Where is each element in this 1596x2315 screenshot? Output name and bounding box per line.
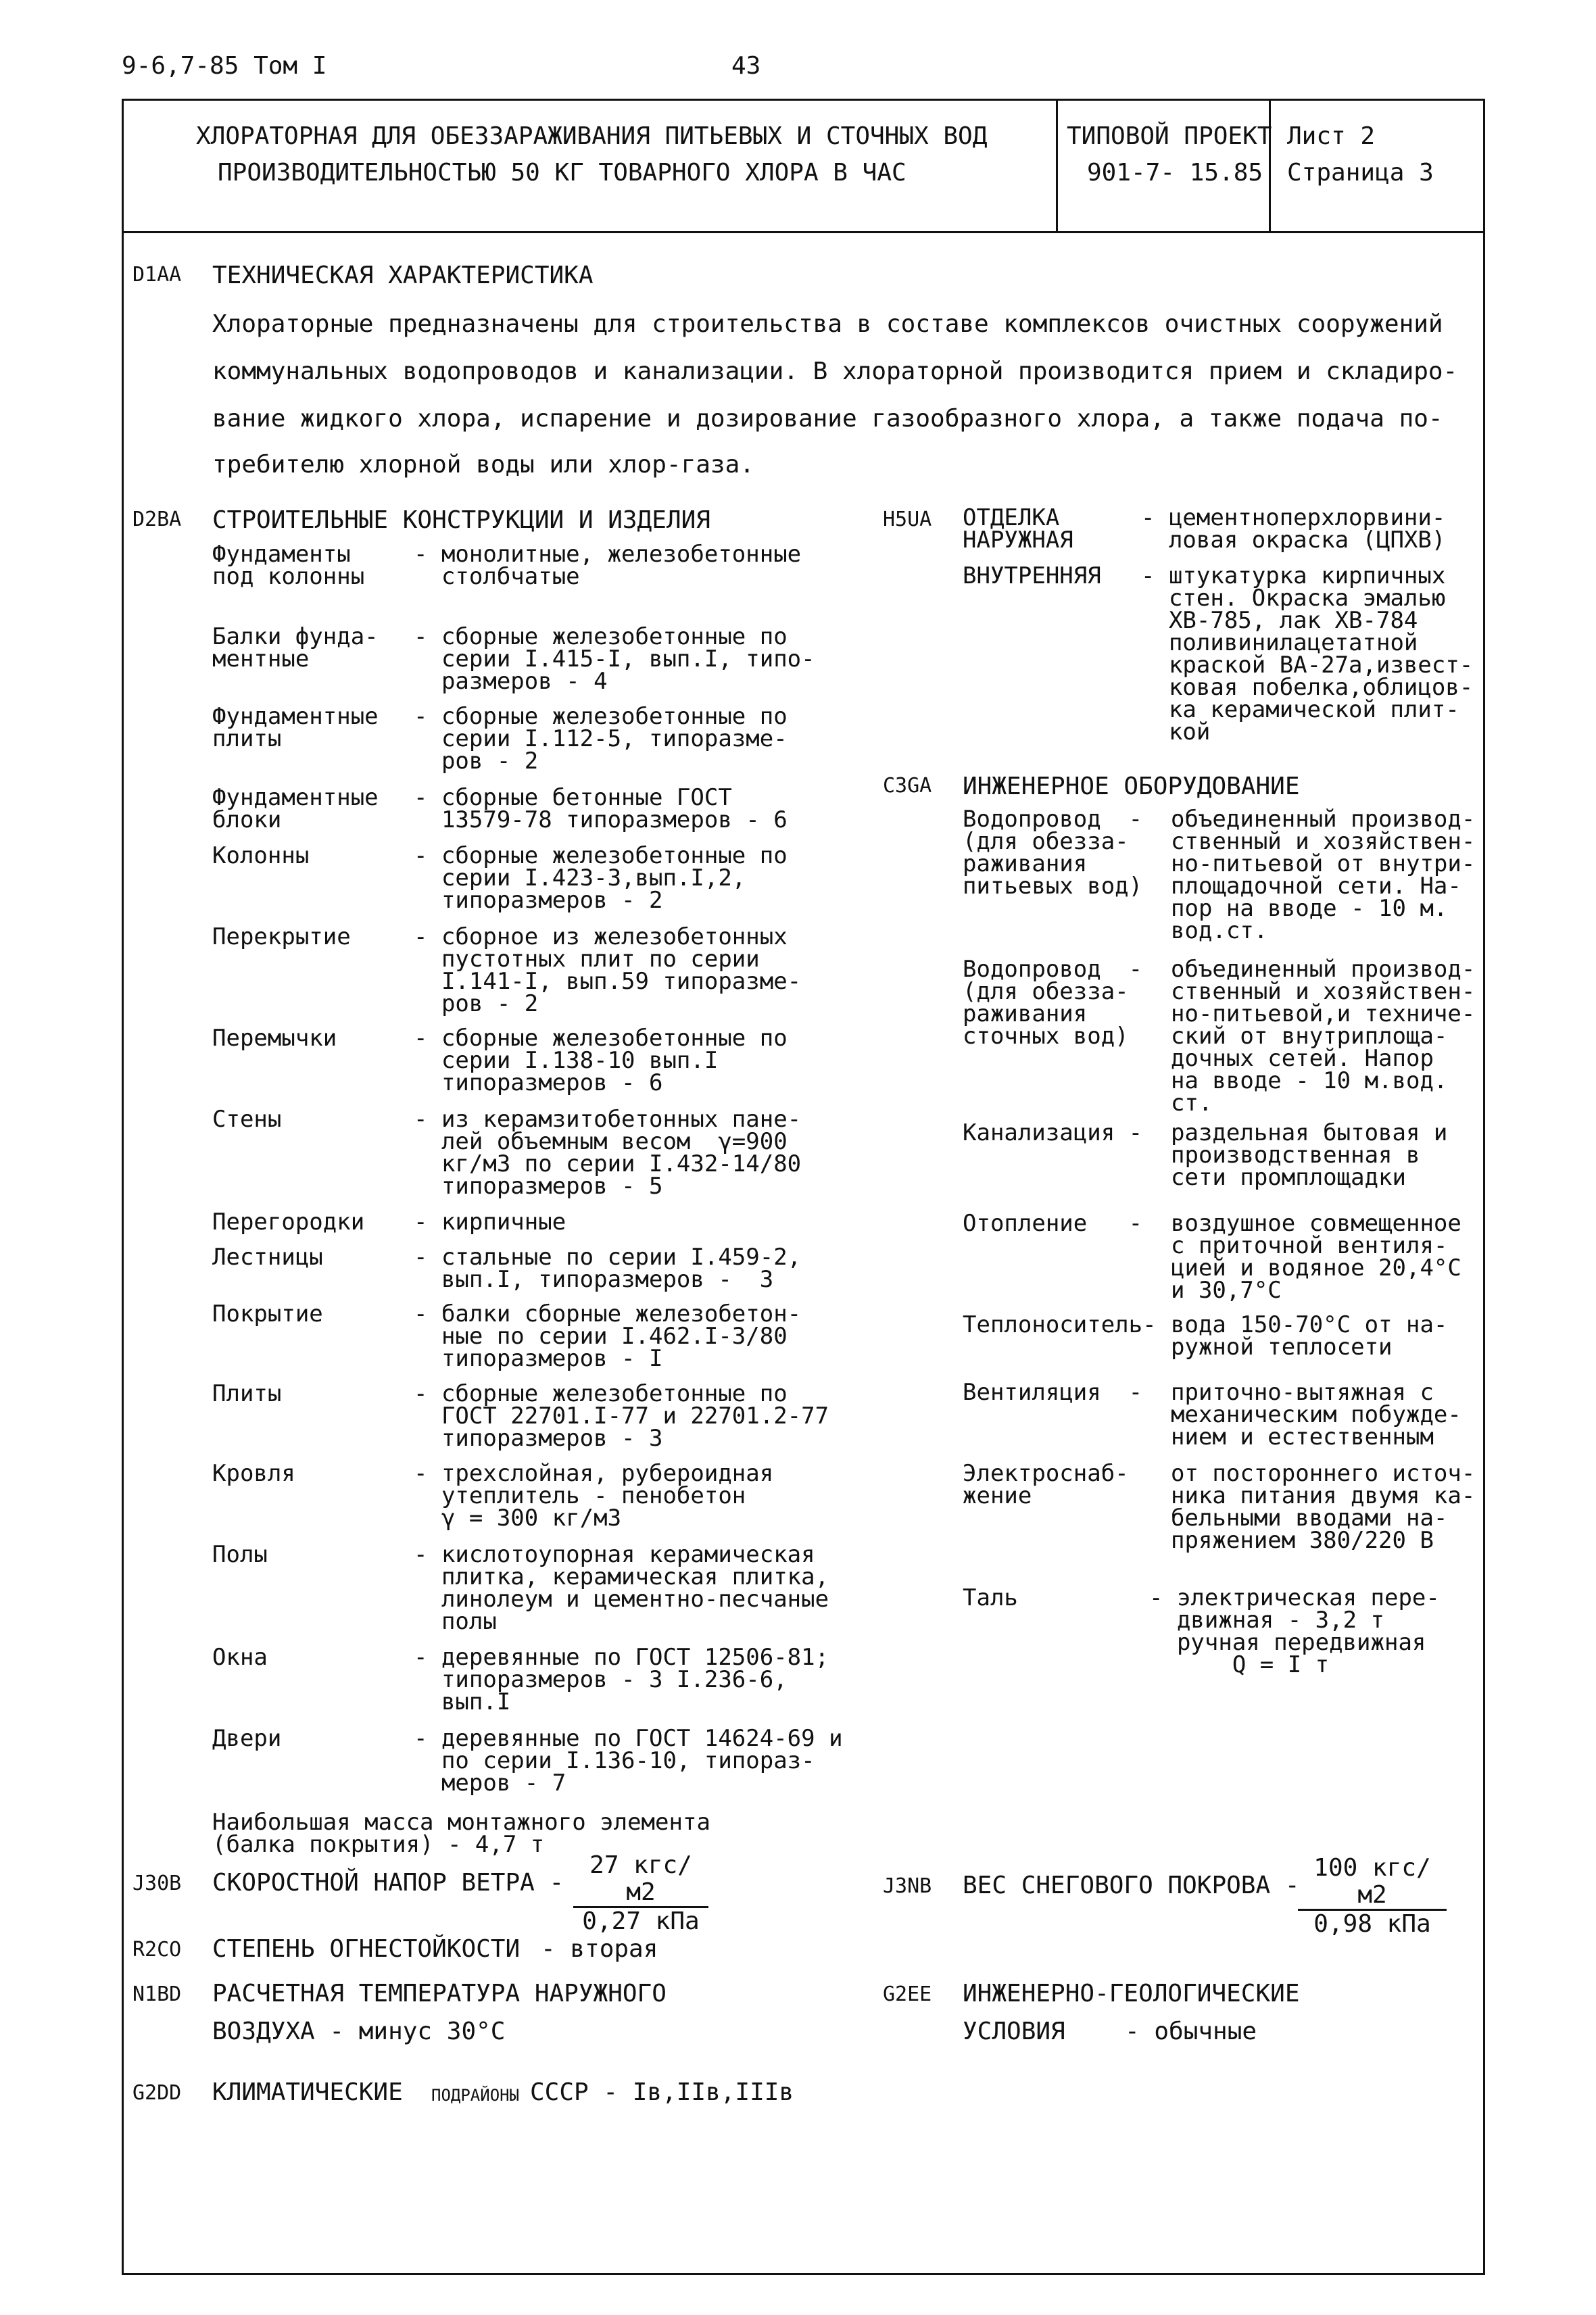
snow-value-kgs: 100 кгс/м2 <box>1298 1855 1447 1911</box>
item-name: Фундаменты под колонны <box>212 541 365 590</box>
item-name: Лестницы <box>212 1244 323 1271</box>
geology-line1: ИНЖЕНЕРНО-ГЕОЛОГИЧЕСКИЕ <box>963 1980 1300 2007</box>
section-code: N1BD <box>132 1982 182 2006</box>
section-code: J3NB <box>883 1874 932 1898</box>
section-code: G2EE <box>883 1982 932 2006</box>
item-desc: - деревянные по ГОСТ 14624-69 и по серии I.136-10, типораз- меров - 7 <box>414 1725 843 1797</box>
temperature-line2: ВОЗДУХА - минус 30°С <box>212 2018 506 2045</box>
item-name: Балки фунда- ментные <box>212 623 379 673</box>
equipment-desc: вода 150-70°С от на- ружной теплосети <box>1171 1311 1448 1361</box>
item-desc: - кислотоупорная керамическая плитка, керамическая плитка, линолеум и цементно-песчаные полы <box>414 1541 829 1635</box>
item-desc: - стальные по серии I.459-2, вып.I, типоразмеров - 3 <box>414 1244 802 1293</box>
header-title-line1: ХЛОРАТОРНАЯ ДЛЯ ОБЕЗЗАРАЖИВАНИЯ ПИТЬЕВЫХ И СТОЧНЫХ ВОД <box>196 122 988 150</box>
item-desc: - сборные бетонные ГОСТ 13579-78 типоразмеров - 6 <box>414 784 788 833</box>
section-code: G2DD <box>132 2081 182 2105</box>
finish-inner-desc: - штукатурка кирпичных стен. Окраска эмалью ХВ-785, лак ХВ-784 поливинилацетатной краской ВА-27а,извест- ковая побелка,облицов- ка керамической плит- кой <box>1141 562 1474 746</box>
item-name: Окна <box>212 1644 268 1671</box>
item-name: Двери <box>212 1725 282 1752</box>
climate-label: КЛИМАТИЧЕСКИЕ <box>212 2078 403 2106</box>
equipment-desc: от постороннего источ- ника питания двумя ка- бельными вводами на- пряжением 380/220 В <box>1171 1460 1476 1554</box>
equipment-name: Отопление - <box>963 1210 1143 1237</box>
item-name: Перекрытие <box>212 923 351 950</box>
section-code: J30B <box>132 1872 182 1895</box>
snow-label: ВЕС СНЕГОВОГО ПОКРОВА - <box>963 1872 1300 1899</box>
section-code: D2BA <box>132 508 182 531</box>
fire-value: - вторая <box>541 1935 658 1963</box>
item-name: Колонны <box>212 842 310 869</box>
item-name: Фундаментные плиты <box>212 703 379 752</box>
item-desc: - сборные железобетонные по ГОСТ 22701.I-77 и 22701.2-77 типоразмеров - 3 <box>414 1380 829 1452</box>
equipment-name: Канализация - <box>963 1119 1143 1146</box>
equipment-desc: объединенный производ- ственный и хозяйствен- но-питьевой от внутри- площадочной сети. На- пор на вводе - 10 м. вод.ст. <box>1171 806 1476 944</box>
item-desc: - сборные железобетонные по серии I.415-I, вып.I, типо- размеров - 4 <box>414 623 815 695</box>
item-desc: - сборные железобетонные по серии I.423-3,вып.I,2, типоразмеров - 2 <box>414 842 788 914</box>
item-desc: - трехслойная, рубероидная утеплитель - пенобетон γ = 300 кг/м3 <box>414 1460 774 1532</box>
item-desc: - из керамзитобетонных пане- лей объемным весом γ=900 кг/м3 по серии I.432-14/80 типоразмеров - 5 <box>414 1106 802 1200</box>
equipment-name: Теплоноситель- <box>963 1311 1157 1338</box>
page-number: 43 <box>731 52 761 80</box>
equipment-name: Вентиляция - <box>963 1379 1143 1406</box>
geology-label: УСЛОВИЯ <box>963 2018 1065 2045</box>
wind-fraction <box>573 1852 708 1935</box>
wind-value-kpa: 0,27 кПа <box>582 1907 700 1935</box>
section-title: ТЕХНИЧЕСКАЯ ХАРАКТЕРИСТИКА <box>212 262 594 289</box>
paragraph-line: вание жидкого хлора, испарение и дозирование газообразного хлора, а также подача по- <box>212 405 1443 433</box>
header-divider <box>122 231 1483 233</box>
item-desc: - сборные железобетонные по серии I.112-5, типоразме- ров - 2 <box>414 703 788 775</box>
finish-outer-label: ОТДЕЛКА НАРУЖНАЯ <box>963 504 1073 554</box>
equipment-name: Электроснаб- жение <box>963 1460 1129 1509</box>
item-desc: - сборное из железобетонных пустотных плит по серии I.141-I, вып.59 типоразме- ров - 2 <box>414 923 802 1017</box>
snow-value-kpa: 0,98 кПа <box>1313 1910 1431 1938</box>
section-code: C3GA <box>883 774 932 798</box>
equipment-name: Таль <box>963 1584 1018 1611</box>
paragraph-line: коммунальных водопроводов и канализации. В хлораторной производится прием и складиро- <box>212 358 1458 385</box>
item-name: Перемычки <box>212 1025 337 1052</box>
item-desc: - балки сборные железобетон- ные по серии I.462.I-3/80 типоразмеров - I <box>414 1300 802 1372</box>
fire-label: СТЕПЕНЬ ОГНЕСТОЙКОСТИ <box>212 1935 521 1963</box>
document-code: 9-6,7-85 Том I <box>122 52 327 80</box>
item-name: Перегородки <box>212 1209 365 1236</box>
temperature-line1: РАСЧЕТНАЯ ТЕМПЕРАТУРА НАРУЖНОГО <box>212 1980 667 2007</box>
equipment-desc: воздушное совмещенное с приточной вентиля- цией и водяное 20,4°С и 30,7°С <box>1171 1210 1461 1304</box>
wind-value-kgs: 27 кгс/м2 <box>573 1852 708 1908</box>
paragraph-line: Хлораторные предназначены для строительства в составе комплексов очистных сооружений <box>212 310 1443 338</box>
section-code: D1AA <box>132 263 182 287</box>
page-label: Страница 3 <box>1287 159 1434 187</box>
item-desc: - монолитные, железобетонные столбчатые <box>414 541 802 590</box>
section-title: СТРОИТЕЛЬНЫЕ КОНСТРУКЦИИ И ИЗДЕЛИЯ <box>212 506 710 534</box>
header-vline-2 <box>1269 99 1271 233</box>
header-title-line2: ПРОИЗВОДИТЕЛЬНОСТЬЮ 50 КГ ТОВАРНОГО ХЛОРА В ЧАС <box>218 159 906 187</box>
section-title: ИНЖЕНЕРНОЕ ОБОРУДОВАНИЕ <box>963 773 1300 800</box>
equipment-name: Водопровод - (для обезза- раживания сточных вод) <box>963 956 1143 1050</box>
equipment-desc: объединенный производ- ственный и хозяйствен- но-питьевой,и техниче- ский от внутриплоща- дочных сетей. Напор на вводе - 10 м.вод. ст. <box>1171 956 1476 1117</box>
project-label: ТИПОВОЙ ПРОЕКТ <box>1067 122 1272 150</box>
climate-value: СССР - Iв,IIв,IIIв <box>530 2078 794 2106</box>
equipment-desc: - электрическая пере- движная - 3,2 т ручная передвижная Q = I т <box>1149 1584 1440 1678</box>
sheet-number: Лист 2 <box>1287 122 1376 150</box>
wind-label: СКОРОСТНОЙ НАПОР ВЕТРА - <box>212 1869 564 1897</box>
section-code: H5UA <box>883 508 932 531</box>
climate-subregions: ПОДРАЙОНЫ <box>431 2086 520 2105</box>
equipment-desc: раздельная бытовая и производственная в сети промплощадки <box>1171 1119 1448 1191</box>
item-name: Полы <box>212 1541 268 1568</box>
item-name: Фундаментные блоки <box>212 784 379 833</box>
project-number: 901-7- 15.85 <box>1087 159 1263 187</box>
item-desc: - кирпичные <box>414 1209 566 1236</box>
max-mass-note: Наибольшая масса монтажного элемента (балка покрытия) - 4,7 т <box>212 1809 710 1858</box>
snow-fraction <box>1298 1855 1447 1938</box>
geology-value: - обычные <box>1125 2018 1257 2045</box>
item-desc: - деревянные по ГОСТ 12506-81; типоразмеров - 3 I.236-6, вып.I <box>414 1644 829 1715</box>
finish-inner-label: ВНУТРЕННЯЯ <box>963 562 1101 589</box>
item-name: Покрытие <box>212 1300 323 1327</box>
equipment-desc: приточно-вытяжная с механическим побужде- нием и естественным <box>1171 1379 1461 1451</box>
paragraph-line: требителю хлорной воды или хлор-газа. <box>212 451 754 479</box>
finish-outer-desc: - цементноперхлорвини- ловая окраска (ЦПХВ) <box>1141 504 1446 554</box>
header-vline-1 <box>1056 99 1058 233</box>
item-name: Стены <box>212 1106 282 1133</box>
section-code: R2CO <box>132 1938 182 1961</box>
item-name: Плиты <box>212 1380 282 1407</box>
item-desc: - сборные железобетонные по серии I.138-10 вып.I типоразмеров - 6 <box>414 1025 788 1096</box>
item-name: Кровля <box>212 1460 295 1487</box>
equipment-name: Водопровод - (для обезза- раживания питьевых вод) <box>963 806 1143 900</box>
